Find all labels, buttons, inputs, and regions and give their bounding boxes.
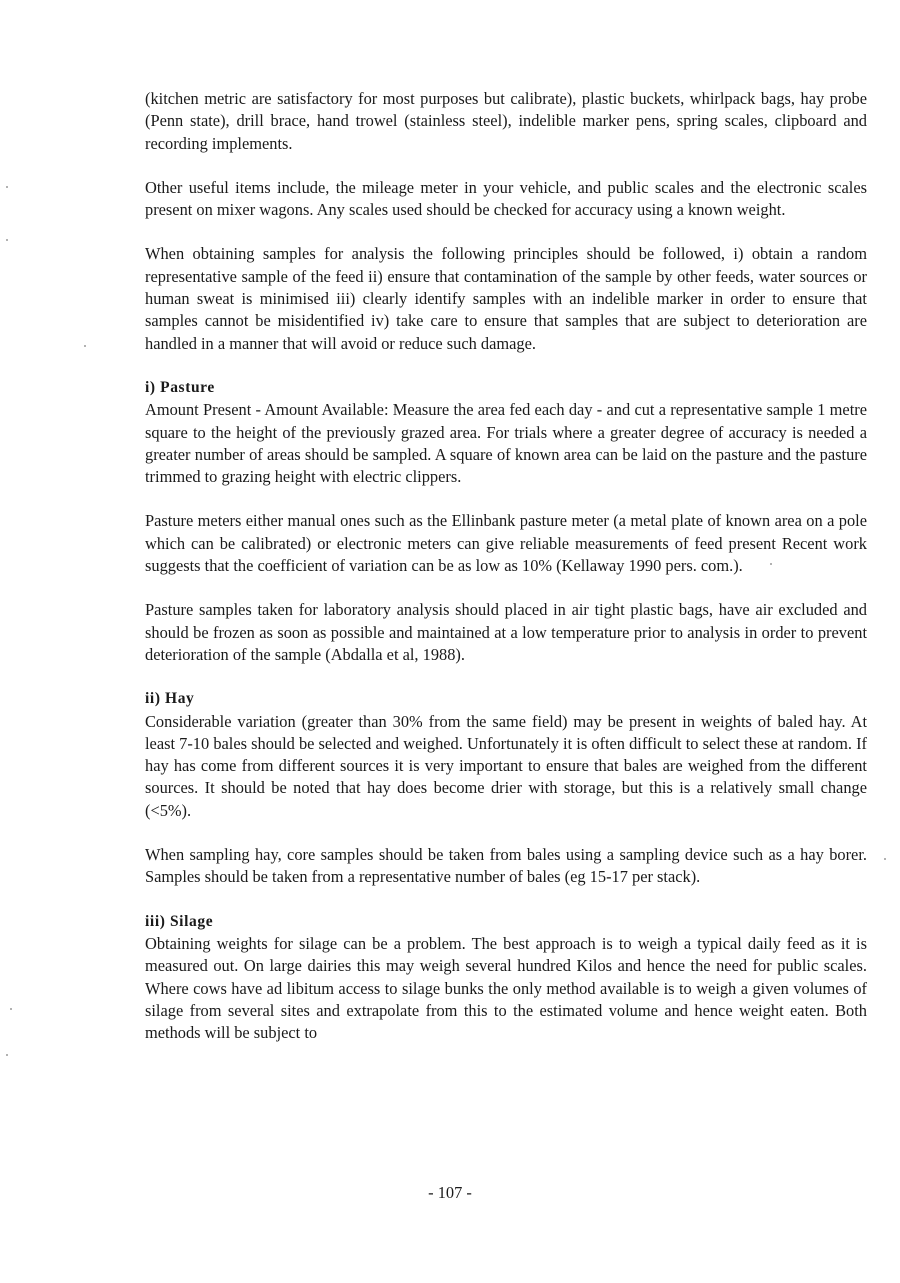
paragraph-silage-weights: Obtaining weights for silage can be a problem. The best approach is to weigh a typical daily feed as it is measured out. On large dairies this may weigh several hundred Kilos and hence the need for public scales. Where cows have ad libitum access to silage bunks the only method available is to weigh a given volumes of silage from several sites and extrapolate from this to the estimated volume and hence weight eaten. Both methods will be subject to xyxy=(145,933,867,1043)
paragraph-pasture-amount: Amount Present - Amount Available: Measure the area fed each day - and cut a representative sample 1 metre square to the height of the previously grazed area. For trials where a greater degree of accuracy is needed a greater number of areas should be sampled. A square of known area can be laid on the pasture and the pasture trimmed to grazing height with electric clippers. xyxy=(145,400,867,487)
section-pasture xyxy=(145,377,867,666)
paragraph-equipment-list: (kitchen metric are satisfactory for most purposes but calibrate), plastic buckets, whirlpack bags, hay probe (Penn state), drill brace, hand trowel (stainless steel), indelible marker pens, spring scales, clipboard and recording implements. xyxy=(145,89,867,153)
scan-speck xyxy=(84,345,86,347)
paragraph-pasture-meters: Pasture meters either manual ones such as the Ellinbank pasture meter (a metal plate of known area on a pole which can be calibrated) or electronic meters can give reliable measurements of feed present Recent work suggests that the coefficient of variation can be as low as 10% (Kellaway 1990 pers. com.). xyxy=(145,511,867,576)
scan-speck xyxy=(6,186,8,188)
paragraph-pasture-samples: Pasture samples taken for laboratory analysis should placed in air tight plastic bags, have air excluded and should be frozen as soon as possible and maintained at a low temperature prior to analysis in order to prevent deterioration of the sample (Abdalla et al, 1988). xyxy=(145,600,867,664)
scan-speck xyxy=(10,1008,12,1010)
section-silage xyxy=(145,911,867,1045)
scan-speck xyxy=(770,563,772,565)
document-body xyxy=(145,88,867,1044)
paragraph-other-items: Other useful items include, the mileage meter in your vehicle, and public scales and the electronic scales present on mixer wagons. Any scales used should be checked for accuracy using a known weight. xyxy=(145,177,867,220)
page-number: - 107 - xyxy=(428,1183,472,1202)
paragraph-hay-variation: Considerable variation (greater than 30% from the same field) may be present in weights of baled hay. At least 7-10 bales should be selected and weighed. Unfortunately it is often difficult to select these at random. If hay has come from different sources it is very important to ensure that bales are weighed from the different sources. It should be noted that hay does become drier with storage, but this is a relatively small change (<5%). xyxy=(145,711,867,820)
paragraph-sampling-principles: When obtaining samples for analysis the following principles should be followed, i) obtain a random representative sample of the feed ii) ensure that contamination of the sample by other feeds, water sources or human sweat is minimised iii) clearly identify samples with an indelible marker in order to ensure that samples cannot be misidentified iv) take care to ensure that samples that are subject to deterioration are handled in a manner that will avoid or reduce such damage. xyxy=(145,244,867,353)
section-hay xyxy=(145,688,867,888)
section-heading-pasture: i) Pasture xyxy=(145,378,215,396)
scan-speck xyxy=(884,858,886,860)
paragraph-hay-sampling: When sampling hay, core samples should be taken from bales using a sampling device such as a hay borer. Samples should be taken from a representative number of bales (eg 15-17 per stack). xyxy=(145,845,867,887)
section-heading-hay: ii) Hay xyxy=(145,690,195,708)
section-heading-silage: iii) Silage xyxy=(145,912,214,930)
scan-speck xyxy=(6,1054,8,1056)
scan-speck xyxy=(6,239,8,241)
